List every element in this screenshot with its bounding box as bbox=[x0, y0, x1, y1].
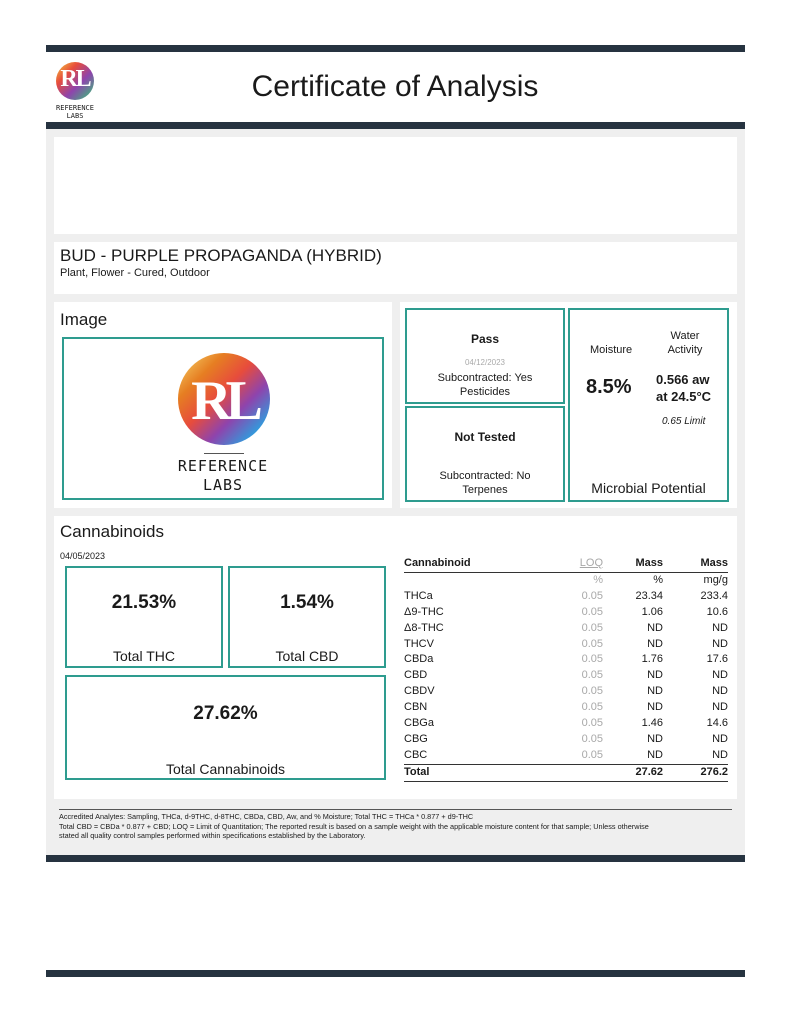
table-cell: 0.05 bbox=[581, 605, 603, 618]
aw-value: 0.566 aw bbox=[656, 372, 710, 387]
footnote bbox=[59, 812, 732, 841]
table-cell: ND bbox=[712, 701, 728, 714]
top-bar bbox=[46, 45, 745, 52]
moisture-label: Moisture bbox=[590, 344, 633, 356]
table-cell: ND bbox=[712, 621, 728, 634]
pesticides-label: Pesticides bbox=[459, 386, 511, 398]
table-cell: 0.05 bbox=[581, 669, 603, 682]
microbial-footer: Microbial Potential bbox=[591, 480, 706, 496]
table-cell: 1.76 bbox=[641, 653, 663, 666]
total-cbd-box bbox=[228, 566, 386, 668]
table-cell: ND bbox=[712, 748, 728, 761]
total-cannabinoids-value: 27.62% bbox=[193, 703, 258, 724]
table-cell: 0.05 bbox=[581, 589, 603, 602]
cannabinoids-date: 04/05/2023 bbox=[60, 551, 106, 561]
table-cell bbox=[404, 572, 533, 588]
table-cell: CBDV bbox=[404, 685, 435, 698]
product-type: Plant, Flower - Cured, Outdoor bbox=[60, 267, 210, 279]
table-cell: 14.6 bbox=[706, 717, 728, 730]
table-cell: 0.05 bbox=[581, 685, 603, 698]
table-row bbox=[404, 684, 728, 700]
header-logo-line2: LABS bbox=[66, 112, 84, 120]
terpenes-label: Terpenes bbox=[462, 484, 508, 496]
table-row bbox=[404, 668, 728, 684]
image-logo-line2: LABS bbox=[202, 476, 244, 494]
table-cell: mg/g bbox=[703, 573, 728, 586]
table-cell bbox=[533, 764, 603, 781]
terpenes-box bbox=[405, 406, 565, 502]
blank-panel bbox=[54, 137, 737, 234]
table-cell: Cannabinoid bbox=[404, 556, 533, 572]
cannabinoid-table bbox=[404, 556, 728, 782]
table-cell: 0.05 bbox=[581, 653, 603, 666]
table-cell: % bbox=[593, 573, 603, 586]
table-row bbox=[404, 748, 728, 764]
table-cell: 27.62 bbox=[603, 764, 663, 781]
image-logo-letters: RL bbox=[191, 370, 257, 432]
image-logo-divider bbox=[204, 453, 244, 454]
table-cell: Total bbox=[404, 764, 533, 781]
table-cell: LOQ bbox=[533, 556, 603, 572]
table-cell: 1.46 bbox=[641, 717, 663, 730]
table-row bbox=[404, 652, 728, 668]
table-cell: 0.05 bbox=[581, 701, 603, 714]
pesticides-status: Pass bbox=[470, 332, 500, 346]
table-cell: Mass bbox=[663, 556, 728, 572]
header-logo-letters: RL bbox=[60, 66, 90, 92]
product-panel bbox=[54, 242, 737, 294]
total-thc-label: Total THC bbox=[113, 648, 175, 664]
moisture-value: 8.5% bbox=[586, 376, 632, 398]
tests-panel bbox=[400, 302, 737, 508]
table-cell: CBN bbox=[404, 701, 428, 714]
table-row bbox=[404, 732, 728, 748]
table-cell: 233.4 bbox=[700, 589, 728, 602]
aw-limit: 0.65 Limit bbox=[662, 416, 706, 427]
header-logo bbox=[46, 58, 104, 122]
total-cbd-value: 1.54% bbox=[280, 592, 334, 613]
image-logo-line1: REFERENCE bbox=[177, 457, 269, 475]
pesticides-subcontracted: Subcontracted: Yes bbox=[437, 372, 533, 384]
pesticides-date: 04/12/2023 bbox=[464, 358, 506, 367]
table-cell: ND bbox=[647, 669, 663, 682]
table-cell: ND bbox=[647, 701, 663, 714]
footnote-line1: Accredited Analytes: Sampling, THCa, d-9THC, d-8THC, CBDa, CBD, Aw, and % Moisture; Total THC = THCa * 0.877 + d9-THC bbox=[59, 812, 474, 821]
image-frame bbox=[62, 337, 384, 500]
footnote-divider bbox=[59, 809, 732, 810]
header-logo-line1: REFERENCE bbox=[56, 104, 94, 112]
footnote-line3: stated all quality control samples performed within specifications established by the Laboratory. bbox=[59, 831, 366, 840]
table-cell: ND bbox=[647, 748, 663, 761]
water-activity-label-1: Water bbox=[670, 330, 700, 342]
table-cell: 1.06 bbox=[641, 605, 663, 618]
table-cell: ND bbox=[712, 732, 728, 745]
table-row bbox=[404, 621, 728, 637]
microbial-box bbox=[568, 308, 729, 502]
table-cell: 276.2 bbox=[663, 764, 728, 781]
table-units-row bbox=[404, 572, 728, 588]
table-cell: Mass bbox=[603, 556, 663, 572]
table-cell: THCV bbox=[404, 637, 434, 650]
table-cell: 0.05 bbox=[581, 748, 603, 761]
table-row bbox=[404, 589, 728, 605]
terpenes-status: Not Tested bbox=[454, 430, 516, 444]
table-cell: ND bbox=[647, 621, 663, 634]
table-total-row bbox=[404, 764, 728, 781]
table-row bbox=[404, 700, 728, 716]
table-cell: ND bbox=[712, 637, 728, 650]
table-row bbox=[404, 637, 728, 653]
water-activity-label-2: Activity bbox=[667, 344, 703, 356]
total-cannabinoids-box bbox=[65, 675, 386, 780]
table-cell: ND bbox=[647, 637, 663, 650]
table-row bbox=[404, 716, 728, 732]
table-cell: CBD bbox=[404, 669, 428, 682]
table-cell: CBGa bbox=[404, 717, 434, 730]
table-cell: Δ8-THC bbox=[404, 621, 444, 634]
table-cell: ND bbox=[647, 732, 663, 745]
table-cell: 0.05 bbox=[581, 717, 603, 730]
image-panel bbox=[54, 302, 392, 508]
content-bottom-bar bbox=[46, 855, 745, 862]
total-cbd-label: Total CBD bbox=[275, 648, 339, 664]
table-cell: ND bbox=[712, 669, 728, 682]
table-cell: ND bbox=[647, 685, 663, 698]
page-title: Certificate of Analysis bbox=[251, 70, 539, 103]
table-cell: 10.6 bbox=[706, 605, 728, 618]
table-cell: CBDa bbox=[404, 653, 434, 666]
terpenes-subcontracted: Subcontracted: No bbox=[439, 470, 531, 482]
table-cell: % bbox=[653, 573, 663, 586]
table-cell: 0.05 bbox=[581, 621, 603, 634]
table-header-row bbox=[404, 556, 728, 572]
table-cell: Δ9-THC bbox=[404, 605, 444, 618]
aw-temp: at 24.5°C bbox=[656, 389, 712, 404]
table-cell: THCa bbox=[404, 589, 433, 602]
header-bottom-bar bbox=[46, 122, 745, 129]
pesticides-box bbox=[405, 308, 565, 404]
cannabinoids-title: Cannabinoids bbox=[60, 522, 164, 541]
table-cell: CBG bbox=[404, 732, 428, 745]
table-row bbox=[404, 605, 728, 621]
product-name: BUD - PURPLE PROPAGANDA (HYBRID) bbox=[60, 246, 382, 265]
table-cell: 23.34 bbox=[635, 589, 663, 602]
total-cannabinoids-label: Total Cannabinoids bbox=[165, 761, 286, 777]
table-cell: 17.6 bbox=[706, 653, 728, 666]
table-cell: CBC bbox=[404, 748, 428, 761]
page-bottom-bar bbox=[46, 970, 745, 977]
footnote-line2: Total CBD = CBDa * 0.877 + CBD; LOQ = Limit of Quantitation; The reported result is based on a sample weight with the applicable moisture content for that sample; Unless otherwise bbox=[59, 821, 649, 831]
image-section-title: Image bbox=[60, 310, 108, 329]
table-cell: 0.05 bbox=[581, 637, 603, 650]
total-thc-box bbox=[65, 566, 223, 668]
table-cell: 0.05 bbox=[581, 732, 603, 745]
total-thc-value: 21.53% bbox=[111, 592, 177, 613]
table-cell: ND bbox=[712, 685, 728, 698]
